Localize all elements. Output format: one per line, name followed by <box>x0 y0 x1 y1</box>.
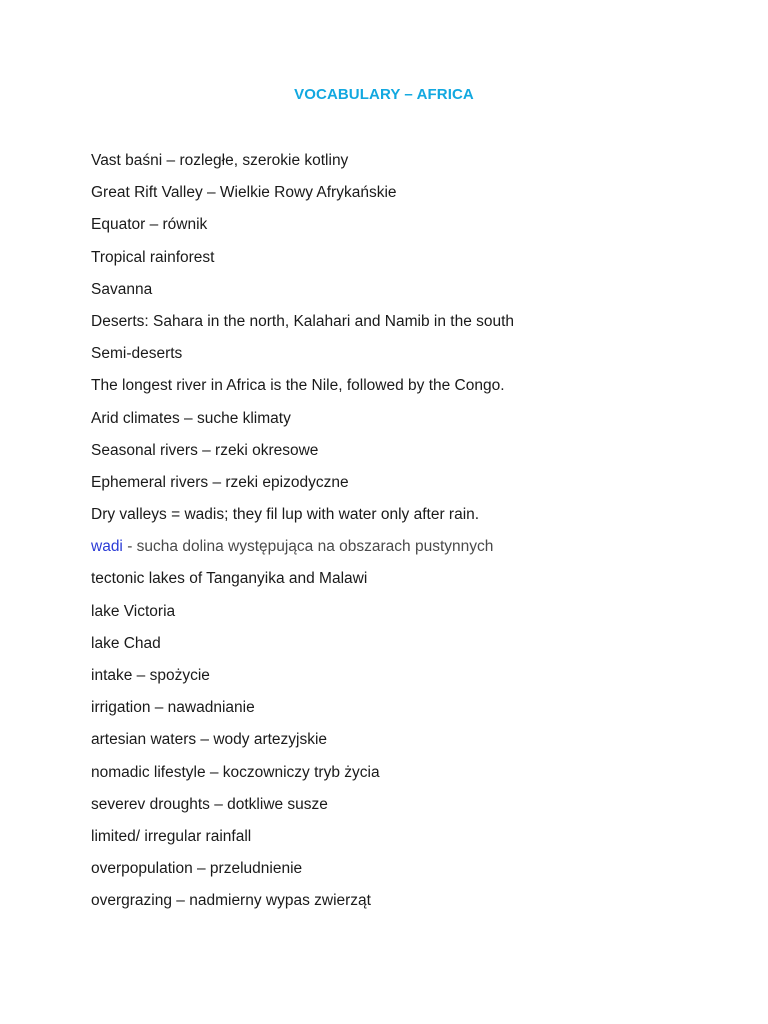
list-item: limited/ irregular rainfall <box>91 827 252 845</box>
list-item-wadi <box>91 537 514 569</box>
list-item: intake – spożycie <box>91 667 210 684</box>
list-item: Deserts: Sahara in the north, Kalahari and Namib in the south <box>91 312 515 330</box>
list-item: Equator – równik <box>91 216 208 234</box>
list-item: lake Victoria <box>91 602 176 620</box>
list-item: Ephemeral rivers – rzeki epizodyczne <box>91 473 349 491</box>
wadi-link[interactable]: wadi <box>91 538 123 556</box>
list-item: Arid climates – suche klimaty <box>91 409 291 427</box>
list-item: nomadic lifestyle – koczowniczy tryb życia <box>91 763 380 781</box>
list-item: artesian waters – wody artezyjskie <box>91 731 328 749</box>
list-item: irrigation – nawadnianie <box>91 699 255 717</box>
document-title: VOCABULARY – AFRICA <box>294 86 474 103</box>
list-item: Vast baśni – rozległe, szerokie kotliny <box>91 152 349 169</box>
wadi-definition: - sucha dolina występująca na obszarach pustynnych <box>122 538 494 556</box>
list-item: Great Rift Valley – Wielkie Rowy Afrykańskie <box>91 184 397 202</box>
list-item: overgrazing – nadmierny wypas zwierząt <box>91 892 371 910</box>
list-item: severev droughts – dotkliwe susze <box>91 795 328 813</box>
vocabulary-list <box>91 151 514 924</box>
list-item: Seasonal rivers – rzeki okresowe <box>91 441 319 459</box>
list-item: Savanna <box>91 280 153 298</box>
list-item: tectonic lakes of Tanganyika and Malawi <box>91 570 368 588</box>
list-item: Dry valleys = wadis; they fil lup with water only after rain. <box>91 506 480 524</box>
list-item: lake Chad <box>91 634 161 652</box>
list-item: Tropical rainforest <box>91 248 215 266</box>
list-item: The longest river in Africa is the Nile, followed by the Congo. <box>91 377 505 395</box>
list-item: Semi-deserts <box>91 345 183 363</box>
list-item: overpopulation – przeludnienie <box>91 860 303 878</box>
